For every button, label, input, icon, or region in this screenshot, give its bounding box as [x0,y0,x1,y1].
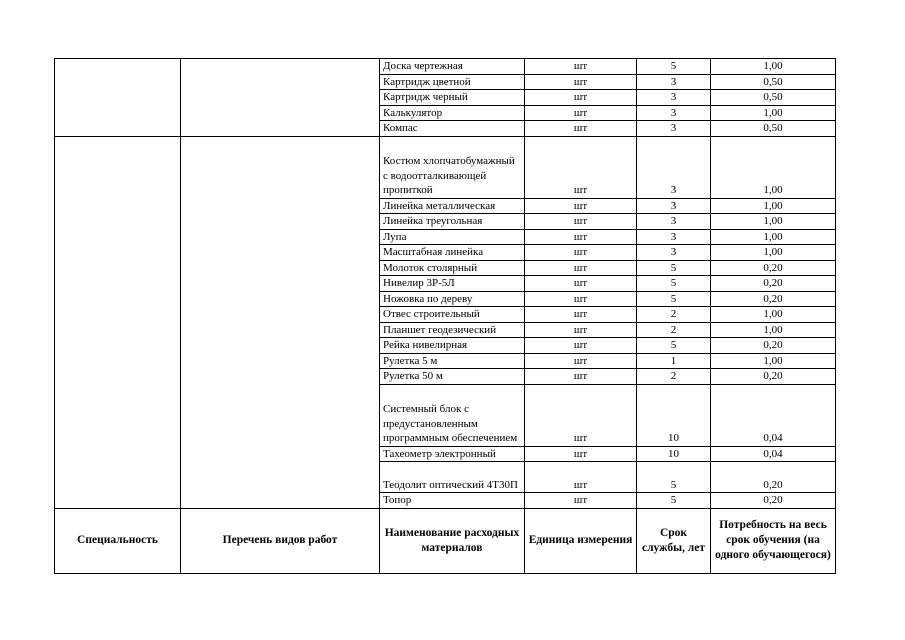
material-name-cell: Рулетка 5 м [380,353,525,369]
need-cell: 1,00 [711,307,836,323]
unit-cell: шт [525,260,637,276]
need-cell: 0,50 [711,121,836,137]
service-life-cell: 5 [637,493,711,509]
need-cell: 0,20 [711,276,836,292]
specialty-cell [55,59,181,137]
header-specialty: Специальность [55,508,181,573]
material-name-cell: Ножовка по дереву [380,291,525,307]
material-name-cell: Рулетка 50 м [380,369,525,385]
header-material-name: Наименование расходных материалов [380,508,525,573]
material-name-cell: Топор [380,493,525,509]
header-row [55,508,836,573]
service-life-cell: 5 [637,276,711,292]
unit-cell: шт [525,245,637,261]
table-row [55,59,836,75]
service-life-cell: 3 [637,136,711,198]
service-life-cell: 1 [637,353,711,369]
need-cell: 0,04 [711,446,836,462]
need-cell: 0,20 [711,493,836,509]
material-name-cell: Доска чертежная [380,59,525,75]
work-types-cell [181,59,380,137]
need-cell: 1,00 [711,245,836,261]
need-cell: 0,04 [711,384,836,446]
service-life-cell: 3 [637,105,711,121]
material-name-cell: Линейка металлическая [380,198,525,214]
unit-cell: шт [525,369,637,385]
need-cell: 1,00 [711,229,836,245]
service-life-cell: 5 [637,291,711,307]
need-cell: 1,00 [711,136,836,198]
material-name-cell: Планшет геодезический [380,322,525,338]
need-cell: 1,00 [711,198,836,214]
service-life-cell: 3 [637,90,711,106]
table-row [55,136,836,198]
service-life-cell: 2 [637,322,711,338]
material-name-cell: Молоток столярный [380,260,525,276]
header-work-types: Перечень видов работ [181,508,380,573]
need-cell: 0,20 [711,462,836,493]
unit-cell: шт [525,493,637,509]
need-cell: 1,00 [711,353,836,369]
unit-cell: шт [525,384,637,446]
material-name-cell: Рейка нивелирная [380,338,525,354]
service-life-cell: 3 [637,74,711,90]
material-name-cell: Костюм хлопчатобумажный с водоотталкивающей пропиткой [380,136,525,198]
material-name-cell: Отвес строительный [380,307,525,323]
need-cell: 1,00 [711,59,836,75]
material-name-cell: Лупа [380,229,525,245]
service-life-cell: 2 [637,307,711,323]
header-unit: Единица измерения [525,508,637,573]
service-life-cell: 10 [637,384,711,446]
materials-table [54,58,836,574]
unit-cell: шт [525,214,637,230]
service-life-cell: 5 [637,462,711,493]
service-life-cell: 3 [637,198,711,214]
unit-cell: шт [525,90,637,106]
need-cell: 0,20 [711,260,836,276]
header-need: Потребность на весь срок обучения (на одного обучающегося) [711,508,836,573]
unit-cell: шт [525,322,637,338]
service-life-cell: 3 [637,229,711,245]
service-life-cell: 3 [637,245,711,261]
unit-cell: шт [525,462,637,493]
unit-cell: шт [525,446,637,462]
material-name-cell: Картридж цветной [380,74,525,90]
unit-cell: шт [525,136,637,198]
service-life-cell: 10 [637,446,711,462]
header-service-life: Срок службы, лет [637,508,711,573]
unit-cell: шт [525,105,637,121]
need-cell: 0,20 [711,291,836,307]
material-name-cell: Масштабная линейка [380,245,525,261]
material-name-cell: Нивелир 3Р-5Л [380,276,525,292]
unit-cell: шт [525,307,637,323]
unit-cell: шт [525,59,637,75]
table-body [55,59,836,574]
need-cell: 0,20 [711,369,836,385]
material-name-cell: Тахеометр электронный [380,446,525,462]
service-life-cell: 5 [637,338,711,354]
service-life-cell: 3 [637,121,711,137]
unit-cell: шт [525,74,637,90]
need-cell: 1,00 [711,105,836,121]
material-name-cell: Калькулятор [380,105,525,121]
need-cell: 0,50 [711,74,836,90]
service-life-cell: 5 [637,260,711,276]
specialty-cell [55,136,181,508]
need-cell: 1,00 [711,214,836,230]
work-types-cell [181,136,380,508]
unit-cell: шт [525,338,637,354]
unit-cell: шт [525,353,637,369]
unit-cell: шт [525,121,637,137]
material-name-cell: Теодолит оптический 4Т30П [380,462,525,493]
material-name-cell: Линейка треугольная [380,214,525,230]
material-name-cell: Компас [380,121,525,137]
need-cell: 1,00 [711,322,836,338]
need-cell: 0,50 [711,90,836,106]
material-name-cell: Системный блок с предустановленным программным обеспечением [380,384,525,446]
unit-cell: шт [525,198,637,214]
service-life-cell: 2 [637,369,711,385]
service-life-cell: 5 [637,59,711,75]
service-life-cell: 3 [637,214,711,230]
material-name-cell: Картридж черный [380,90,525,106]
unit-cell: шт [525,229,637,245]
unit-cell: шт [525,276,637,292]
need-cell: 0,20 [711,338,836,354]
unit-cell: шт [525,291,637,307]
